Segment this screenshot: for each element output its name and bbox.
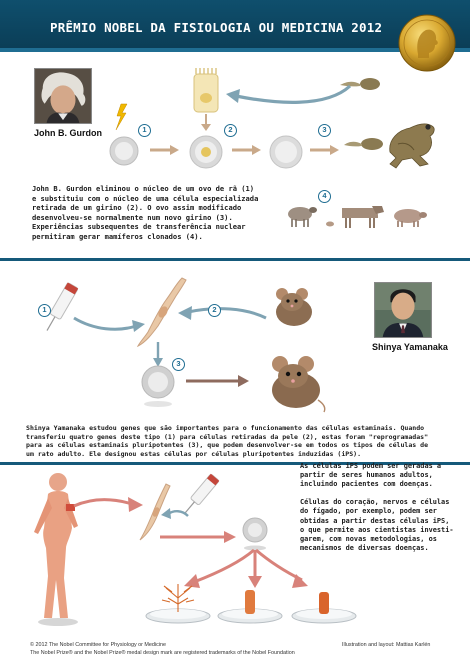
petri-dish-liver-cells: [292, 592, 356, 623]
gurdon-name: John B. Gurdon: [34, 128, 102, 138]
sheep-icon: [288, 207, 317, 227]
footer-credit: Illustration and layout: Mattias Karlén: [342, 642, 431, 648]
tadpole-illustration: [344, 134, 384, 154]
arrow-genes-to-patient-cell: [160, 506, 190, 520]
arrow-human-to-cell: [72, 494, 144, 516]
intestinal-cell-diagram: [190, 68, 222, 114]
gurdon-portrait: [34, 68, 92, 124]
yamanaka-step-1: 1: [38, 304, 51, 317]
cow-icon: [342, 206, 384, 228]
footer-copyright: © 2012 The Nobel Committee for Physiology or Medicine: [30, 642, 167, 648]
yamanaka-name: Shinya Yamanaka: [372, 342, 448, 352]
cloned-mammals-illustration: [286, 202, 436, 230]
ips-cell-illustration: [140, 364, 176, 408]
gurdon-step-4: 4: [318, 190, 331, 203]
arrow-step3-to-tadpole: [310, 144, 340, 156]
yamanaka-description: Shinya Yamanaka estudou genes que são importantes para o funcionamento das células estaminais. Quando transferiu quatro genes deste tipo (1) para células retiradas da pele (2), estas foram "reprogramadas" para as células estaminais pluripotentes (3), que podem desenvolver-se em todos os tipos de células de um rato adulto. Ele designou estas células por células pluripotentes induzidas (iPS).: [26, 424, 429, 459]
footer: [0, 638, 470, 668]
gurdon-step-2: 2: [224, 124, 237, 137]
arrow-genes-to-cell: [72, 312, 146, 334]
yamanaka-panel: [0, 260, 470, 460]
yamanaka-step-2: 2: [208, 304, 221, 317]
mouse-small-icon: [326, 222, 334, 227]
arrow-mouse-to-cell: [176, 304, 268, 324]
pig-icon: [394, 209, 427, 227]
footer-trademark: The Nobel Prize® and the Nobel Prize® medal design mark are registered trademarks of the Nobel Foundation: [30, 650, 295, 656]
egg-cell-step3: [268, 134, 304, 170]
yamanaka-portrait: [374, 282, 432, 338]
egg-cell-step2: [188, 134, 224, 170]
adult-mouse-large: [262, 350, 328, 414]
arrow-cell-to-ips-patient: [158, 528, 238, 546]
arrow-tadpole-to-cell: [226, 82, 352, 114]
gurdon-step-3: 3: [318, 124, 331, 137]
adult-mouse-small: [268, 282, 318, 332]
arrow-step2-to-3: [232, 144, 262, 156]
gurdon-panel: [0, 56, 470, 256]
applications-panel: [0, 462, 470, 638]
human-figure-illustration: [22, 468, 94, 628]
arrow-step1-to-2: [150, 144, 180, 156]
petri-dish-nerve-cells: [146, 584, 210, 623]
gurdon-description: John B. Gurdon eliminou o núcleo de um ovo de rã (1) e substituiu com o núcleo de uma célula especializada retirada de um girino (2). O ovo assim modificado desenvolveu-se normalmente num novo girino (3). Experiências subsequentes de transferência nuclear permitiram gerar mamíferos clonados (4).: [32, 184, 259, 241]
page-title: PRÊMIO NOBEL DA FISIOLOGIA OU MEDICINA 2012: [50, 20, 383, 35]
applications-description: As células iPS podem ser geradas a partir de seres humanos adultos, incluindo pacientes com doenças. Células do coração, nervos e células do fígado, por exemplo, podem ser obtidas a partir destas células iPS, o que permite aos cientistas investi- garem, com novas metodologias, os mecanismos de diversas doenças.: [300, 462, 454, 552]
petri-dishes: [142, 580, 362, 624]
arrow-ips-to-mouse: [186, 374, 250, 388]
arrow-cell-down: [200, 114, 212, 132]
frog-illustration: [384, 114, 440, 170]
egg-cell-step1: [108, 102, 148, 172]
yamanaka-step-3: 3: [172, 358, 185, 371]
patient-ips-cell: [240, 516, 270, 552]
gurdon-step-1: 1: [138, 124, 151, 137]
lightning-bolt-icon: [116, 104, 127, 130]
petri-dish-heart-cells: [218, 590, 282, 623]
